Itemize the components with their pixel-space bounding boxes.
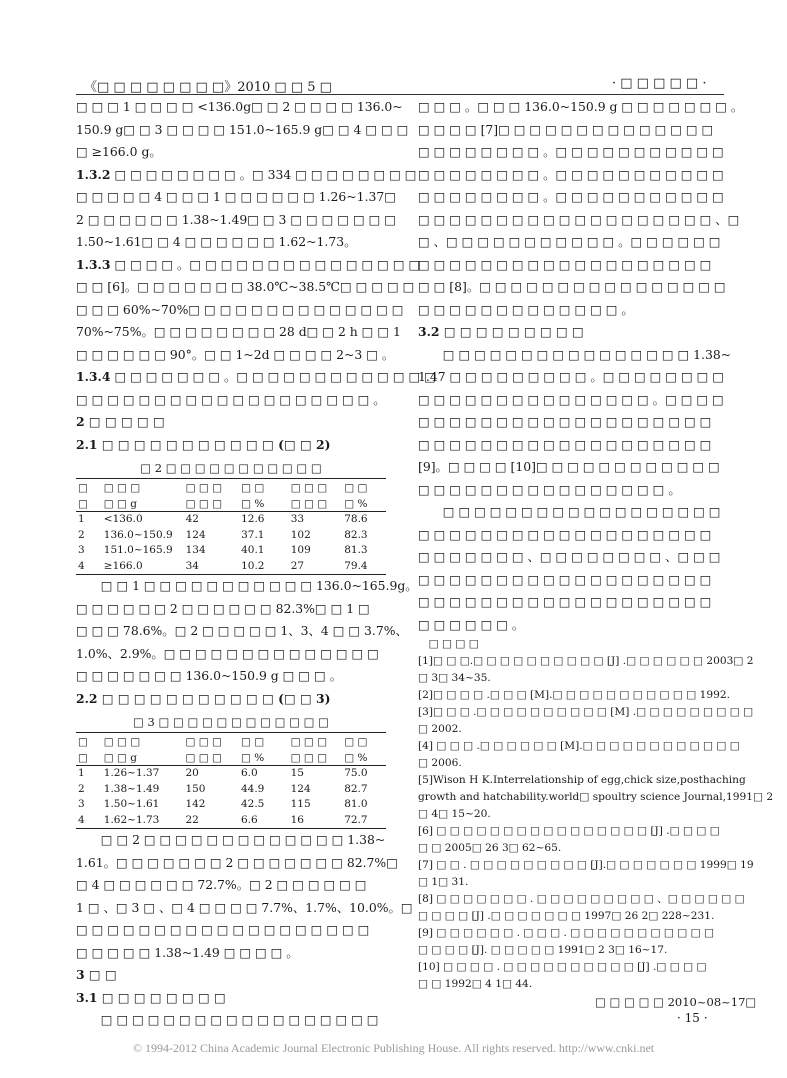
table-cell: 42.5: [240, 798, 265, 810]
text-line: □ □ [6]。□ □ □ □ □ □ □ 38.0℃~38.5℃□ □ □ □ □: [76, 279, 415, 294]
section-1-3-4: [76, 366, 436, 411]
table-cell: 1.38~1.49: [103, 782, 160, 795]
table-cell: 81.0: [344, 798, 368, 810]
table-cell: 115: [290, 798, 311, 810]
table-cell: 109: [290, 544, 311, 556]
table-row: [76, 512, 386, 528]
text-line: □ □ □ □ □ □ □ □ □ □ □ □ □ □ □ □ □ □: [442, 504, 721, 519]
column-header: □ %: [241, 749, 291, 766]
table-header-row: [76, 733, 386, 750]
text-line: □ □ □ □ □ □ □ □ □ □ □ □ □ □ □ □ □ □ □: [418, 256, 712, 272]
text-line: □ □ □ □ □ □ □ □ □ □ □ □ □ 。: [418, 301, 634, 317]
section-1-3-2: [76, 164, 417, 254]
intro-paragraph: [76, 96, 409, 164]
table-cell: 40.1: [241, 544, 265, 556]
table-cell: 79.4: [344, 559, 386, 575]
text-line: □ □ □ □ □ □ □ □ □ □ □ □ □ □ □ □ 1.38~: [442, 346, 732, 362]
text-line: 1.50~1.61□ □ 4 □ □ □ □ □ □ 1.62~1.73。: [76, 234, 357, 249]
section-heading-3-1: 3.1 □ □ □ □ □ □ □ □: [76, 989, 226, 1005]
text-line: □ □ □ □ □ □ 2 □ □ □ □ □ □ 82.3%□ □ 1 □: [76, 600, 370, 616]
text-line: 2 □ □ □ □ □ □ 1.38~1.49□ □ 3 □ □ □ □ □ □ □: [76, 211, 396, 227]
table-cell: 75.0: [344, 767, 368, 779]
section-heading-3-2: 3.2 □ □ □ □ □ □ □ □ □: [418, 324, 584, 339]
column-header: □ □ □: [185, 749, 241, 766]
data-table: [76, 478, 386, 575]
text-line: □ □ □ □ □ □ □ □ □ □ □ □ □ □ □ □ □ □: [100, 1012, 379, 1027]
section-heading-2-1: 2.1 □ □ □ □ □ □ □ □ □ □ □ (□ □ 2): [76, 436, 331, 452]
result-paragraph-2-2: [76, 829, 413, 964]
text-line: □ □ □ 78.6%。□ 2 □ □ □ □ □ 1、3、4 □ □ 3.7%、: [76, 623, 408, 638]
column-header: □ □ □: [291, 733, 345, 750]
text-line: □ □ □ □ □ □ □ □ □ □ □ □ □ □ □ □ □ □ □: [76, 922, 370, 937]
table-3: [76, 712, 386, 829]
table-header-row: [76, 479, 386, 496]
column-header: □ □: [241, 479, 291, 496]
table-cell: 34: [186, 559, 242, 575]
reference-line: [1]□ □ □.□ □ □ □ □ □ □ □ □ □ [J] .□ □ □ □ □ □ 2003□ 2: [418, 655, 754, 667]
column-header: □ □ g: [104, 495, 186, 512]
reference-line: [5]Wison H K.Interrelationship of egg,chick size,posthaching: [418, 774, 746, 786]
right-column: [418, 96, 774, 993]
reference-line: □ 2002.: [418, 723, 462, 735]
reference-line: [8] □ □ □ □ □ □ □ . □ □ □ □ □ □ □ □ □ 、□ □ □ □ □ □: [418, 893, 745, 905]
table-cell: 136.0~150.9: [103, 528, 173, 541]
text-line: □ □ □ □ □ □ □ □ □ □ □ □ □ □ □ □ □ □ □: [418, 414, 712, 429]
column-header: □ □ g: [104, 749, 186, 766]
table-cell: 150: [185, 782, 206, 795]
section-heading-2: 2 □ □ □ □ □: [76, 414, 165, 429]
table-row: [76, 813, 386, 829]
text-line: □ □ □ □ □ □ 。: [418, 616, 525, 632]
table-title: □ 3 □ □ □ □ □ □ □ □ □ □ □ □: [132, 715, 330, 729]
table-row: [76, 766, 386, 782]
text-line: □ □ □ □ [7]□ □ □ □ □ □ □ □ □ □ □ □ □ □: [418, 121, 714, 137]
text-line: □ ≥166.0 g。: [76, 144, 162, 159]
page-number: · 15 ·: [677, 1011, 708, 1025]
column-header: □ □ □: [291, 749, 345, 766]
text-line: □ □ □ □ □ □ □ □ □ □ □ □ □ □ □ □ □ □ □: [418, 594, 712, 609]
column-header: □ □ □: [104, 479, 186, 496]
text-line: □ □ □ □ □ □ □ □ 。□ □ □ □ □ □ □ □ □ □ □: [418, 166, 724, 182]
reference-line: □ 3□ 34~35.: [418, 672, 491, 684]
table-cell: 42: [185, 513, 199, 525]
section-number: 1.3.2: [76, 166, 111, 182]
text-line: □ □ 2 □ □ □ □ □ □ □ □ □ □ □ □ □ 1.38~: [100, 832, 386, 847]
table-cell: 3: [78, 798, 85, 810]
table-cell: 72.7: [344, 813, 386, 829]
text-line: □ □ □ □ □ 1.38~1.49 □ □ □ □ 。: [76, 944, 299, 960]
table-row: [76, 559, 386, 575]
text-line: 70%~75%。□ □ □ □ □ □ □ □ 28 d□ □ 2 h □ □ 1: [76, 324, 401, 339]
text-line: □ □ □ □ □ □ □ 、□ □ □ □ □ □ □ □ 、□ □ □: [418, 549, 721, 564]
text-line: □ □ □ □ □ □ □ □ 。□ □ □ □ □ □ □ □ □ □ □: [418, 189, 724, 204]
column-header: □ □ □: [104, 733, 186, 750]
reference-line: [2]□ □ □ □ .□ □ □ [M].□ □ □ □ □ □ □ □ □ □ □ 1992.: [418, 689, 730, 701]
column-header: □ □: [344, 733, 386, 750]
table-cell: 1.50~1.61: [103, 798, 160, 810]
table-cell: 3: [78, 544, 85, 556]
table-cell: 44.9: [240, 782, 265, 795]
copyright-footer: © 1994-2012 China Academic Journal Electronic Publishing House. All rights reserved. http://www.cnki.net: [132, 1041, 655, 1055]
column-header: □ %: [344, 495, 386, 512]
column-header: □ □: [344, 479, 386, 496]
received-date: □ □ □ □ □ 2010~08~17□: [595, 995, 757, 1009]
table-cell: 20: [185, 767, 199, 779]
references-title: □ □ □ □: [428, 638, 479, 650]
column-header: □ □: [241, 733, 291, 750]
column-header: □: [76, 749, 104, 766]
left-column: [76, 96, 436, 1032]
table-row: [76, 797, 386, 813]
table-row: [76, 782, 386, 798]
table-cell: 124: [290, 782, 311, 795]
reference-line: growth and hatchability.world□ spoultry science Journal,1991□ 2: [418, 791, 774, 803]
table-cell: 10.2: [241, 559, 291, 575]
column-header: □ □ □: [291, 479, 345, 496]
table-title: □ 2 □ □ □ □ □ □ □ □ □ □ □: [140, 461, 322, 475]
table-cell: 1.62~1.73: [104, 813, 186, 829]
column-header: □ □ □: [186, 479, 242, 496]
text-line: 1.47 □ □ □ □ □ □ □ □ □ 。□ □ □ □ □ □ □ □: [418, 369, 724, 384]
discussion-paragraph-3-1: [418, 96, 744, 321]
reference-line: [4] □ □ □ .□ □ □ □ □ □ [M].□ □ □ □ □ □ □ □ □ □ □ □: [418, 740, 740, 752]
table-cell: 37.1: [241, 528, 265, 541]
table-cell: 2: [78, 528, 85, 541]
reference-line: [6] □ □ □ □ □ □ □ □ □ □ □ □ □ □ □ □ [J] .□ □ □ □: [418, 825, 720, 837]
text-line: □ □ □ □ □ □ □ 136.0~150.9 g □ □ □ 。: [76, 668, 342, 683]
text-line: □ □ □ □ □ □ □ □ □ □ □ □ □ □ □ □ □ □ □ 、□: [418, 211, 740, 227]
text-line: 150.9 g□ □ 3 □ □ □ □ 151.0~165.9 g□ □ 4 □ □ □: [76, 121, 409, 137]
text-line: □ □ □ □ □ □ 90°。□ □ 1~2d □ □ □ □ 2~3 □ 。: [76, 346, 395, 362]
table-cell: 15: [290, 767, 304, 779]
data-table: [76, 732, 386, 829]
table-cell: ≥166.0: [104, 559, 186, 575]
text-line: □ □ □ □ □ □ □ □ □ □ □ □ □ □ □ □ 。: [418, 481, 681, 497]
table-2: [76, 458, 386, 575]
column-header: □: [76, 733, 104, 750]
table-cell: 82.7: [344, 782, 368, 795]
reference-line: [7] □ □ . □ □ □ □ □ □ □ □ □ [J].□ □ □ □ □ □ □ 1999□ 19: [418, 859, 754, 871]
discussion-paragraph-3-2: [418, 344, 732, 502]
table-cell: 1: [78, 767, 85, 779]
text-line: □ □ □ □ 。□ □ □ □ □ □ □ □ □ □ □ □ □ □ □: [114, 256, 421, 272]
table-cell: 22: [185, 813, 241, 829]
reference-line: □ □ 1992□ 4 1□ 44.: [418, 978, 533, 990]
reference-line: [3]□ □ □ .□ □ □ □ □ □ □ □ □ □ [M] .□ □ □ □ □ □ □ □ □: [418, 706, 754, 718]
text-line: □ □ □ 60%~70%□ □ □ □ □ □ □ □ □ □ □ □ □ □: [76, 301, 404, 317]
references: [418, 636, 774, 993]
table-cell: 142: [185, 798, 206, 810]
text-line: 1.0%、2.9%。□ □ □ □ □ □ □ □ □ □ □ □ □ □: [76, 645, 379, 661]
table-cell: 4: [76, 559, 104, 575]
column-header: □ %: [241, 495, 291, 512]
reference-line: [10] □ □ □ □ . □ □ □ □ □ □ □ □ □ □ [J] .□ □ □ □: [418, 961, 707, 973]
text-line: □ □ [8]。□ □ □ □ □ □ □ □ □ □ □ □ □ □ □ □: [418, 279, 726, 294]
table-cell: 33: [290, 513, 305, 525]
reference-line: □ 2006.: [418, 757, 462, 769]
table-cell: 6.6: [241, 813, 291, 829]
table-row: [76, 528, 386, 544]
text-line: 1.61。□ □ □ □ □ □ □ 2 □ □ □ □ □ □ □ 82.7%□: [76, 854, 398, 870]
table-header-row: [76, 749, 386, 766]
text-line: □ □ □ □ □ □ □ □ □ □ □ □ □ □ □ □ □ □ □: [418, 571, 712, 587]
reference-line: □ □ □ □ [J]. □ □ □ □ □ 1991□ 2 3□ 16~17.: [418, 944, 668, 956]
table-cell: 16: [291, 813, 345, 829]
table-cell: 151.0~165.9: [103, 544, 173, 556]
section-heading-3: 3 □ □: [76, 967, 117, 982]
table-cell: 82.3: [344, 528, 368, 541]
reference-line: □ 4□ 15~20.: [418, 808, 491, 820]
text-line: □ □ □ □ □ □ □ □ □ □ □ □ □ □ □ □ □ □ □: [418, 436, 712, 452]
column-header: □ %: [344, 749, 386, 766]
column-header: □ □ □: [186, 495, 242, 512]
text-line: 1 □ 、□ 3 □ 、□ 4 □ □ □ □ 7.7%、1.7%、10.0%。□: [76, 899, 413, 915]
section-number: 1.3.4: [76, 369, 111, 384]
table-cell: 124: [185, 528, 206, 541]
table-cell: 78.6: [344, 513, 368, 525]
reference-line: □ □ □ □ [J] .□ □ □ □ □ □ □ 1997□ 26 2□ 228~231.: [418, 910, 715, 922]
table-cell: 1: [78, 513, 85, 525]
text-line: □ 4 □ □ □ □ □ □ 72.7%。□ 2 □ □ □ □ □ □: [76, 877, 367, 892]
section-heading-2-2: 2.2 □ □ □ □ □ □ □ □ □ □ □ (□ □ 3): [76, 690, 331, 706]
column-header: □ □ □: [185, 733, 241, 750]
text-line: □ □ □ 1 □ □ □ □ <136.0g□ □ 2 □ □ □ □ 136.0~: [76, 99, 403, 114]
text-line: □ □ □ □ □ □ □ □ 。□ 334 □ □ □ □ □ □ □ □: [114, 166, 417, 182]
result-paragraph-2-1: [76, 575, 418, 688]
text-line: □ □ □ □ □ □ □ □ 。□ □ □ □ □ □ □ □ □ □ □: [418, 144, 724, 159]
reference-line: □ 1□ 31.: [418, 876, 469, 888]
table-cell: 134: [185, 544, 206, 556]
section-number: 1.3.3: [76, 256, 111, 272]
table-row: [76, 543, 386, 559]
column-header: □ □ □: [291, 495, 345, 512]
table-header-row: [76, 495, 386, 512]
text-line: [9]。□ □ □ □ [10]□ □ □ □ □ □ □ □ □ □ □ □: [418, 459, 720, 474]
table-cell: 12.6: [241, 513, 265, 525]
table-cell: 4: [76, 813, 104, 829]
text-line: □ □ □ □ □ □ □ □ □ □ □ □ □ □ □ □ □ □ □ 。: [76, 391, 386, 407]
text-line: □ □ □ □ □ □ □ □ □ □ □ □ □ □ □ □ □ □ □: [418, 526, 712, 542]
text-line: □ 、□ □ □ □ □ □ □ □ □ □ □ 。□ □ □ □ □ □: [418, 234, 721, 249]
journal-header: 《□ □ □ □ □ □ □ □》2010 □ □ 5 □: [84, 80, 332, 95]
column-header: · □ □ □ □ □ ·: [612, 76, 707, 91]
reference-line: □ □ 2005□ 26 3□ 62~65.: [418, 842, 562, 854]
reference-line: [9] □ □ □ □ □ □ . □ □ □ . □ □ □ □ □ □ □ □ □ □ □: [418, 927, 715, 939]
column-header: □: [76, 479, 104, 496]
header-rule: [76, 94, 724, 95]
text-line: □ □ □ □ □ □ □ □ □ □ □ □ □ □ □ 。□ □ □ □: [418, 391, 724, 407]
table-cell: 81.3: [344, 544, 368, 556]
text-line: □ □ □ □ □ □ □ 。□ □ □ □ □ □ □ □ □ □ □ □ □: [114, 369, 436, 384]
section-1-3-3: [76, 254, 421, 367]
table-cell: 2: [78, 782, 85, 795]
text-line: □ □ □ □ □ 4 □ □ □ 1 □ □ □ □ □ □ 1.26~1.37□: [76, 189, 396, 204]
table-cell: 27: [291, 559, 345, 575]
table-cell: <136.0: [103, 513, 143, 525]
column-header: □: [76, 495, 104, 512]
table-cell: 6.0: [240, 767, 258, 779]
text-line: □ □ 1 □ □ □ □ □ □ □ □ □ □ □ 136.0~165.9g。: [100, 578, 418, 593]
conclusion-paragraph: [418, 501, 728, 636]
table-cell: 102: [290, 528, 311, 541]
table-cell: 1.26~1.37: [103, 767, 160, 779]
text-line: □ □ □ 。□ □ □ 136.0~150.9 g □ □ □ □ □ □ □ 。: [418, 99, 744, 114]
